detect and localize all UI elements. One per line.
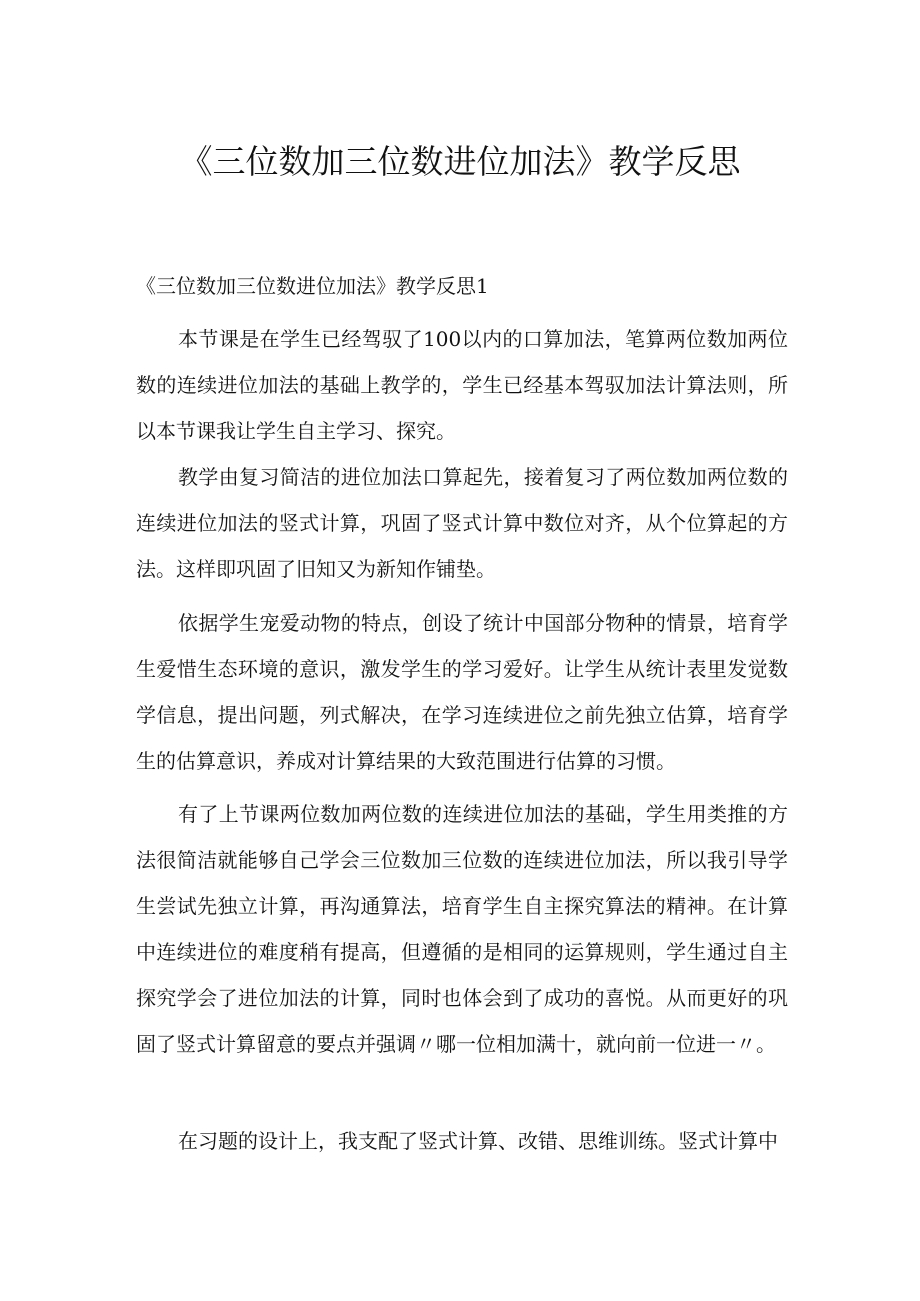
paragraph-2: 教学由复习简洁的进位加法口算起先，接着复习了两位数加两位数的连续进位加法的竖式计算，巩固了竖式计算中数位对齐，从个位算起的方法。这样即巩固了旧知又为新知作铺垫。 [136, 465, 788, 581]
paragraph-3: 依据学生宠爱动物的特点，创设了统计中国部分物种的情景，培育学生爱惜生态环境的意识，激发学生的学习爱好。让学生从统计表里发觉数学信息，提出问题，列式解决，在学习连续进位之前先独立估算，培育学生的估算意识，养成对计算结果的大致范围进行估算的习惯。 [136, 611, 788, 773]
paragraph-4: 有了上节课两位数加两位数的连续进位加法的基础，学生用类推的方法很简洁就能够自己学会三位数加三位数的连续进位加法，所以我引导学生尝试先独立计算，再沟通算法，培育学生自主探究算法的精神。在计算中连续进位的难度稍有提高，但遵循的是相同的运算规则，学生通过自主探究学会了进位加法的计算，同时也体会到了成功的喜悦。从而更好的巩固了竖式计算留意的要点并强调〃哪一位相加满十，就向前一位进一〃。 [136, 802, 788, 1056]
document-title: 《三位数加三位数进位加法》教学反思 [179, 142, 741, 181]
paragraph-1: 本节课是在学生已经驾驭了100以内的口算加法，笔算两位数加两位数的连续进位加法的基础上教学的，学生已经基本驾驭加法计算法则，所以本节课我让学生自主学习、探究。 [136, 327, 788, 443]
paragraph-5: 在习题的设计上，我支配了竖式计算、改错、思维训练。竖式计算中 [178, 1129, 778, 1153]
section-heading: 《三位数加三位数进位加法》教学反思1 [136, 274, 489, 298]
